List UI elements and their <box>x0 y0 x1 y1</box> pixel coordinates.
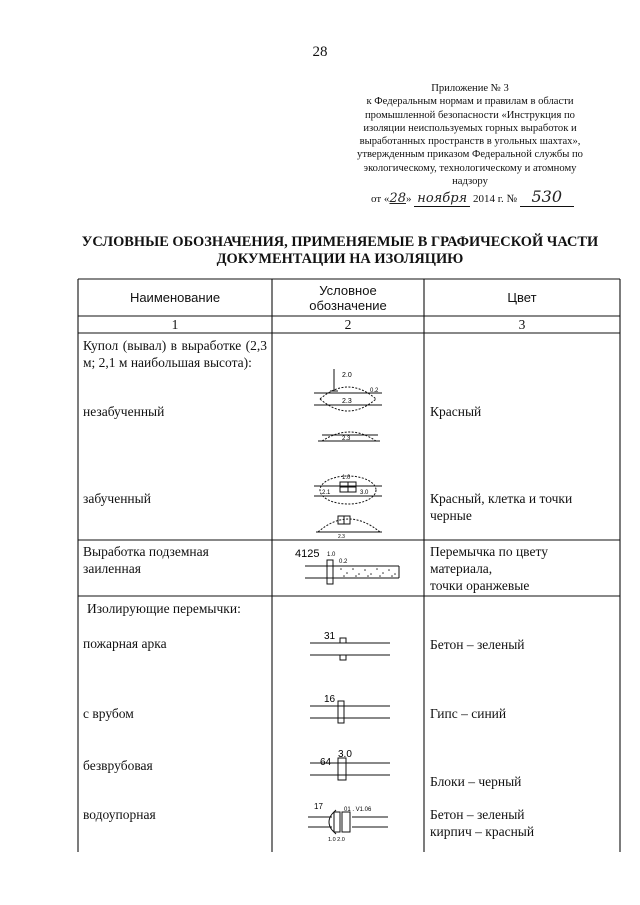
dome-backed-name: забученный <box>83 491 151 506</box>
column-number: 1 <box>171 317 179 332</box>
fire-arch-symbol <box>308 628 392 664</box>
dome-name: Купол (вывал) в выработке (2,3 м; 2,1 м наибольшая высота): <box>83 338 267 370</box>
appendix-line: экологическому, технологическому и атомному <box>363 162 577 174</box>
appendix-line: изоляции неиспользуемых горных выработок и <box>363 122 577 134</box>
column-number: 3 <box>518 317 526 332</box>
dome-label-d: 2.3 <box>342 436 351 442</box>
silted-label-a: 1.0 <box>327 552 336 558</box>
waterproof-label-a: 17 <box>314 802 323 811</box>
dome-label-a: 2.0 <box>342 372 352 379</box>
dome-backed-symbol <box>300 468 400 540</box>
no-notch-symbol <box>308 748 392 784</box>
dome-label-e: 1.0 <box>342 475 351 481</box>
waterproof-label-b: 01 . V1.06 <box>344 807 372 813</box>
page-number: 28 <box>312 44 328 60</box>
silted-color-line-1: Перемычка по цвету <box>430 544 548 559</box>
date-mid: » <box>405 193 412 205</box>
header-symbol-line-1: Условное <box>319 283 377 298</box>
waterproof-color-line-1: Бетон – зеленый <box>430 807 525 822</box>
fire-arch-color: Бетон – зеленый <box>430 637 525 652</box>
waterproof-color <box>430 806 534 840</box>
appendix-line: выработанных пространств в угольных шахтах», <box>359 136 581 148</box>
notched-color: Гипс – синий <box>430 706 507 721</box>
notched-name: с врубом <box>83 706 134 721</box>
dome-unbacked-name: незабученный <box>83 404 165 419</box>
no-notch-label-b: 3.0 <box>338 749 352 760</box>
header-name: Наименование <box>129 290 221 305</box>
appendix-line: Приложение № 3 <box>431 83 509 94</box>
no-notch-color: Блоки – черный <box>430 774 522 789</box>
silted-color-line-3: точки оранжевые <box>430 578 530 593</box>
fire-arch-label: 31 <box>324 631 336 642</box>
dome-backed-color: Красный, клетка и точки черные <box>430 491 573 523</box>
dome-unbacked-color: Красный <box>430 404 482 419</box>
fire-arch-name: пожарная арка <box>83 636 167 651</box>
order-number: 530 <box>520 187 574 207</box>
silted-name: Выработка подземная заиленная <box>83 544 209 576</box>
notched-symbol <box>308 690 392 730</box>
date-prefix: от « <box>371 193 390 205</box>
silted-color-line-2: материала, <box>430 561 493 576</box>
waterproof-symbol <box>306 800 402 842</box>
waterproof-color-line-2: кирпич – красный <box>430 824 535 839</box>
silted-symbol <box>295 544 405 586</box>
silted-label-b: 0.2 <box>339 559 348 565</box>
silted-color <box>430 543 548 594</box>
insulating-name: Изолирующие перемычки: <box>87 601 241 616</box>
appendix-line: утвержденным приказом Федеральной службы по <box>357 149 583 161</box>
no-notch-name: безврубовая <box>83 758 153 773</box>
appendix-line: надзору <box>452 176 488 188</box>
dome-label-c: 2.3 <box>342 398 352 405</box>
dome-label-h: 2.3 <box>338 534 345 540</box>
dome-label-g: 2.1 <box>322 490 331 496</box>
header-color: Цвет <box>507 290 537 305</box>
silted-label-id: 4125 <box>295 548 320 560</box>
date-year: 2014 г. № <box>472 193 517 205</box>
waterproof-name: водоупорная <box>83 807 156 822</box>
header-symbol <box>272 283 424 313</box>
date-month: ноября <box>414 191 470 207</box>
dome-label-f: 3.0 <box>360 490 369 496</box>
dome-unbacked-symbol <box>300 365 400 447</box>
dome-label-b: 0.2 <box>370 388 379 394</box>
notched-label: 16 <box>324 694 336 705</box>
appendix-line: промышленной безопасности «Инструкция по <box>365 109 575 121</box>
appendix-line: к Федеральным нормам и правилам в области <box>366 96 574 108</box>
no-notch-label-a: 64 <box>320 757 332 768</box>
column-number: 2 <box>344 317 352 332</box>
date-day: 28 <box>389 191 406 206</box>
title-line-1: УСЛОВНЫЕ ОБОЗНАЧЕНИЯ, ПРИМЕНЯЕМЫЕ В ГРАФИЧЕСКОЙ ЧАСТИ <box>81 234 599 250</box>
header-symbol-line-2: обозначение <box>309 298 387 313</box>
waterproof-label-c: 1.0 2.0 <box>328 837 345 842</box>
title-line-2: ДОКУМЕНТАЦИИ НА ИЗОЛЯЦИЮ <box>216 251 464 267</box>
